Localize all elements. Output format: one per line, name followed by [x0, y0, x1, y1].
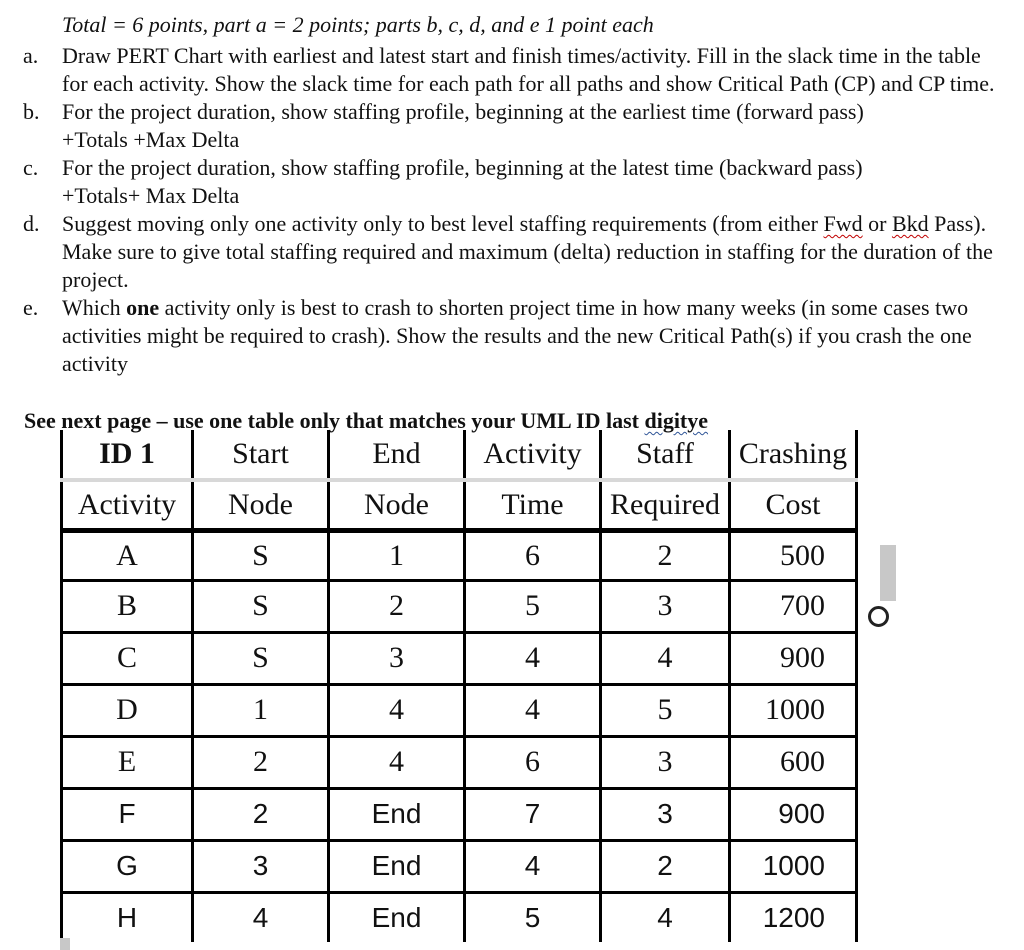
table-cell: G [62, 840, 193, 892]
table-cell: 3 [601, 788, 730, 840]
rotation-handle-icon[interactable] [868, 606, 889, 627]
table-cell: 1 [193, 684, 329, 736]
table-cell: 2 [601, 840, 730, 892]
table-row [62, 736, 857, 788]
table-cell: S [193, 632, 329, 684]
header-cell: Required [601, 480, 730, 530]
table-cell: 7 [465, 788, 601, 840]
table-cell: 6 [465, 530, 601, 580]
question-text-line: For the project duration, show staffing profile, beginning at the latest time (backward pass) [62, 155, 863, 180]
question-d [20, 210, 1010, 294]
table-cell: 4 [329, 684, 465, 736]
table-cell: 600 [730, 736, 857, 788]
table-cell: 900 [730, 632, 857, 684]
table-header-row [62, 480, 857, 530]
table-cell: 1000 [730, 684, 857, 736]
table-cell: S [193, 530, 329, 580]
question-text: activity only is best to crash to shorten project time in how many weeks (in some cases two activities might be required to crash). Show the results and the new Critical Path(s) if you crash the one activity [62, 295, 972, 376]
table-cell: 4 [601, 632, 730, 684]
table-cell: 700 [730, 580, 857, 632]
header-cell: Activity [465, 430, 601, 480]
table-cell: 2 [193, 736, 329, 788]
table-cell: F [62, 788, 193, 840]
page-edge-marker [60, 938, 70, 950]
question-text-line: +Totals +Max Delta [62, 127, 240, 152]
header-cell: Activity [62, 480, 193, 530]
table-row [62, 892, 857, 942]
header-cell: Time [465, 480, 601, 530]
table-cell: 4 [329, 736, 465, 788]
assignment-title: Total = 6 points, part a = 2 points; parts b, c, d, and e 1 point each [62, 12, 654, 37]
see-next-text: See next page – use one table only that matches your UML ID last [24, 408, 645, 433]
question-text: Draw PERT Chart with earliest and latest start and finish times/activity. Fill in the slack time in the table for each activity. Show the slack time for each path for all paths and show Critical Path (CP) and CP time. [62, 43, 995, 96]
question-list [20, 42, 1010, 378]
table-cell: S [193, 580, 329, 632]
question-letter: e. [23, 295, 39, 320]
table-cell: E [62, 736, 193, 788]
header-cell: Node [329, 480, 465, 530]
question-text: Pass). Make sure to give total staffing required and maximum (delta) reduction in staffing for the duration of the project. [62, 211, 993, 292]
spellcheck-word-digitye: digitye [644, 408, 709, 433]
table-cell: 3 [193, 840, 329, 892]
table-cell: B [62, 580, 193, 632]
table-row [62, 530, 857, 580]
table-cell: 6 [465, 736, 601, 788]
table-cell: 4 [465, 684, 601, 736]
table-row [62, 840, 857, 892]
header-cell: Node [193, 480, 329, 530]
table-cell: End [329, 840, 465, 892]
spellcheck-word-bkd: Bkd [891, 211, 929, 236]
table-cell: 5 [465, 892, 601, 942]
question-text: or [862, 211, 892, 236]
table-cell: 5 [465, 580, 601, 632]
header-cell: Staff [601, 430, 730, 480]
table-cell: 900 [730, 788, 857, 840]
table-cell: 1 [329, 530, 465, 580]
table-cell: 4 [465, 632, 601, 684]
table-row [62, 788, 857, 840]
table-cell: 4 [193, 892, 329, 942]
question-e [20, 294, 1010, 378]
question-b [20, 98, 1010, 154]
question-c [20, 154, 1010, 210]
question-a [20, 42, 1010, 98]
spellcheck-word-fwd: Fwd [823, 211, 863, 236]
question-letter: d. [23, 211, 40, 236]
table-cell: 1200 [730, 892, 857, 942]
question-text-line: +Totals+ Max Delta [62, 183, 240, 208]
table-cell: D [62, 684, 193, 736]
question-text-line: For the project duration, show staffing profile, beginning at the earliest time (forward pass) [62, 99, 864, 124]
table-cell: End [329, 788, 465, 840]
question-text-bold: one [126, 295, 160, 320]
table-cell: H [62, 892, 193, 942]
header-cell: End [329, 430, 465, 480]
question-letter: a. [23, 43, 39, 68]
question-letter: c. [23, 155, 39, 180]
header-cell: ID 1 [62, 430, 193, 480]
question-text: Suggest moving only one activity only to best level staffing requirements (from either [62, 211, 824, 236]
table-row [62, 580, 857, 632]
table-cell: 3 [601, 736, 730, 788]
table-cell: A [62, 530, 193, 580]
table-cell: 1000 [730, 840, 857, 892]
question-letter: b. [23, 99, 40, 124]
table-cell: 2 [193, 788, 329, 840]
table-cell: C [62, 632, 193, 684]
header-cell: Crashing [730, 430, 857, 480]
table-row [62, 684, 857, 736]
table-header-row [62, 430, 857, 480]
table-cell: End [329, 892, 465, 942]
header-cell: Cost [730, 480, 857, 530]
table-row [62, 632, 857, 684]
question-text: Which [62, 295, 127, 320]
table-cell: 2 [601, 530, 730, 580]
table-cell: 4 [601, 892, 730, 942]
table-cell: 500 [730, 530, 857, 580]
activity-table [60, 430, 858, 942]
table-cell: 4 [465, 840, 601, 892]
table-cell: 3 [329, 632, 465, 684]
selection-handle-bar[interactable] [880, 545, 896, 601]
header-cell: Start [193, 430, 329, 480]
table-cell: 3 [601, 580, 730, 632]
table-cell: 2 [329, 580, 465, 632]
table-cell: 5 [601, 684, 730, 736]
